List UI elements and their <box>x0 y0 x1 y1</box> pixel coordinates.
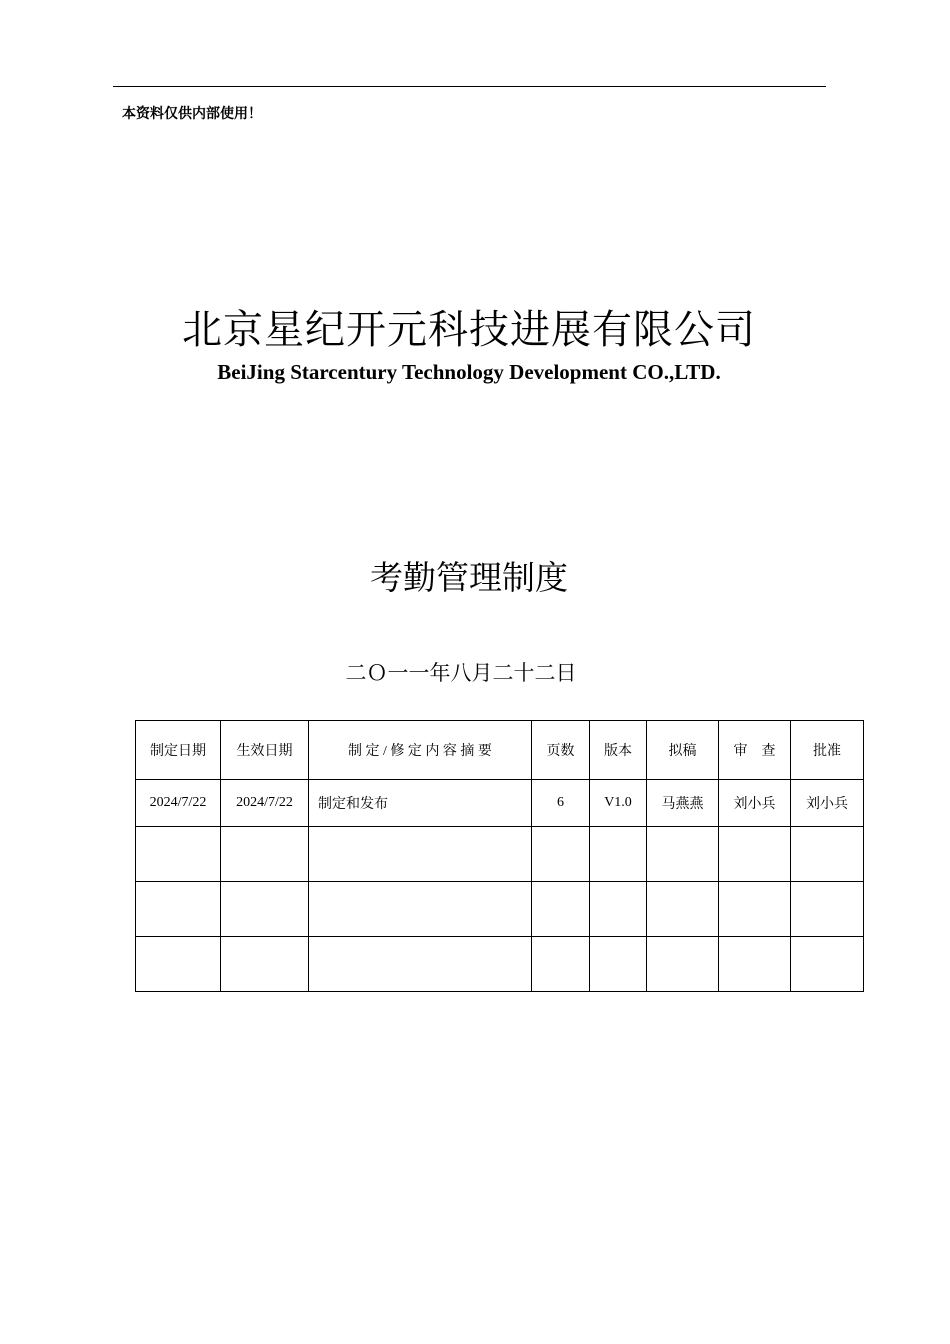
cell-version: V1.0 <box>590 780 647 827</box>
cell-approver: 刘小兵 <box>791 780 864 827</box>
table-row <box>136 827 864 882</box>
cell-pages <box>532 827 590 882</box>
table-row <box>136 882 864 937</box>
cell-effective-date <box>221 937 309 992</box>
company-name-cn: 北京星纪开元科技进展有限公司 <box>182 307 756 353</box>
table-header-row <box>136 721 864 780</box>
header-pages: 页数 <box>532 721 590 780</box>
header-summary: 制 定 / 修 定 内 容 摘 要 <box>309 721 532 780</box>
cell-reviewer <box>719 882 791 937</box>
cell-created-date <box>136 827 221 882</box>
cell-created-date: 2024/7/22 <box>136 780 221 827</box>
cell-pages <box>532 882 590 937</box>
cell-reviewer: 刘小兵 <box>719 780 791 827</box>
cell-effective-date: 2024/7/22 <box>221 780 309 827</box>
cell-created-date <box>136 937 221 992</box>
revision-table <box>135 720 864 992</box>
header-rule <box>113 86 826 87</box>
table-row <box>136 780 864 827</box>
cell-drafter <box>647 827 719 882</box>
header-version: 版本 <box>590 721 647 780</box>
cell-approver <box>791 827 864 882</box>
cell-drafter <box>647 937 719 992</box>
cell-effective-date <box>221 827 309 882</box>
cell-reviewer <box>719 827 791 882</box>
cell-created-date <box>136 882 221 937</box>
cell-version <box>590 827 647 882</box>
header-effective-date: 生效日期 <box>221 721 309 780</box>
cell-version <box>590 937 647 992</box>
internal-use-note: 本资料仅供内部使用！ <box>122 106 262 122</box>
cell-drafter <box>647 882 719 937</box>
cell-summary <box>309 882 532 937</box>
company-name-en: BeiJing Starcentury Technology Development CO.,LTD. <box>217 360 721 384</box>
header-created-date: 制定日期 <box>136 721 221 780</box>
header-approver: 批准 <box>791 721 864 780</box>
cell-summary <box>309 937 532 992</box>
cell-effective-date <box>221 882 309 937</box>
header-drafter: 拟稿 <box>647 721 719 780</box>
document-title: 考勤管理制度 <box>370 558 568 597</box>
document-date: 二Ｏ一一年八月二十二日 <box>345 661 577 685</box>
cell-drafter: 马燕燕 <box>647 780 719 827</box>
cell-version <box>590 882 647 937</box>
cell-pages: 6 <box>532 780 590 827</box>
table-row <box>136 937 864 992</box>
cell-approver <box>791 882 864 937</box>
cell-approver <box>791 937 864 992</box>
cell-pages <box>532 937 590 992</box>
header-reviewer: 审 查 <box>719 721 791 780</box>
cell-reviewer <box>719 937 791 992</box>
cell-summary: 制定和发布 <box>309 780 532 827</box>
cell-summary <box>309 827 532 882</box>
